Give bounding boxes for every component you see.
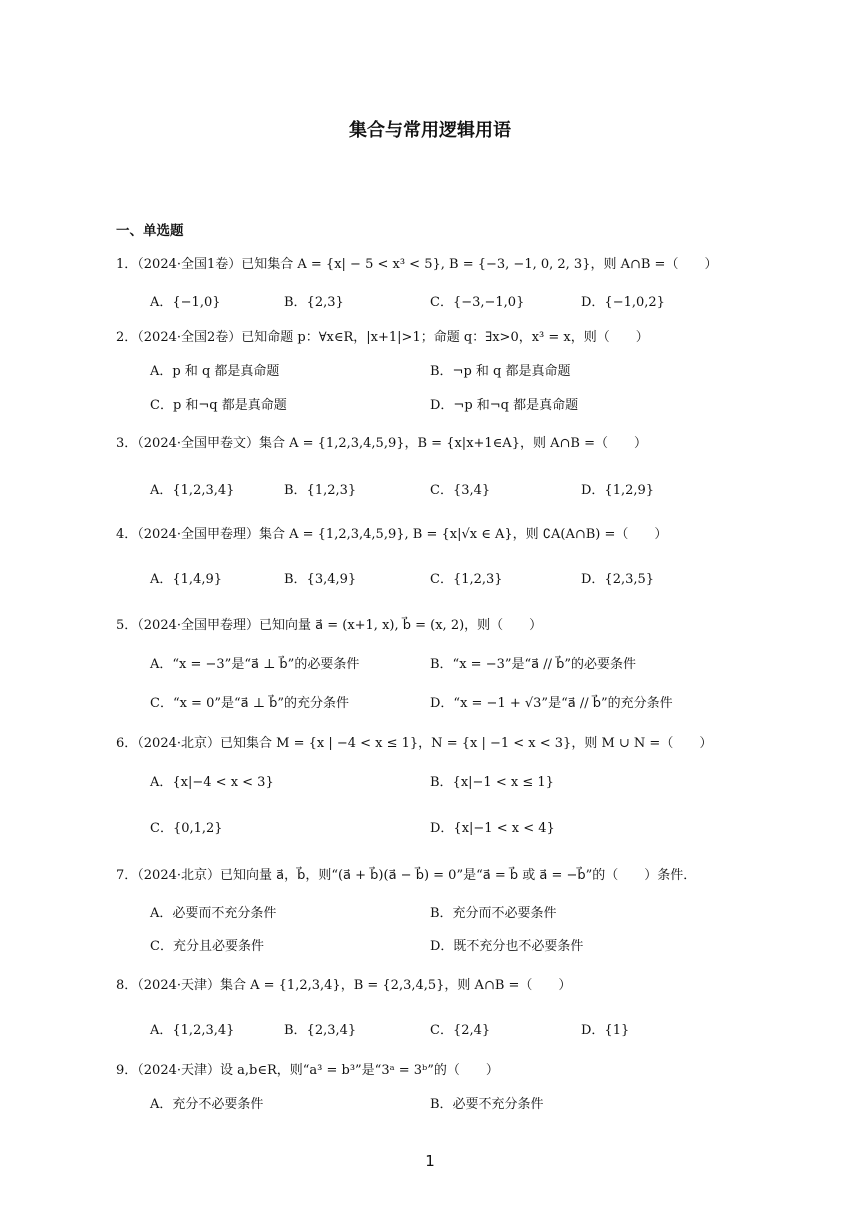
question-6-stem: 6．（2024·北京）已知集合 M = {x | −4 < x ≤ 1}，N = {x | −1 < x < 3}，则 M ∪ N =（ ） — [116, 736, 713, 751]
q3-option-a: A．{1,2,3,4} — [150, 483, 235, 498]
q6-option-b: B．{x|−1 < x ≤ 1} — [430, 775, 554, 790]
q5-option-a: A．“x = −3”是“a⃗ ⊥ b⃗”的必要条件 — [150, 657, 360, 672]
q1-option-c: C．{−3,−1,0} — [430, 295, 525, 310]
question-1-stem: 1．（2024·全国1卷）已知集合 A = {x| − 5 < x³ < 5}, B = {−3, −1, 0, 2, 3}，则 A∩B =（ ） — [116, 257, 718, 272]
q6-option-a: A．{x|−4 < x < 3} — [150, 775, 274, 790]
q7-option-b: B．充分而不必要条件 — [430, 906, 557, 921]
q9-option-b: B．必要不充分条件 — [430, 1097, 544, 1112]
q4-option-b: B．{3,4,9} — [284, 572, 357, 587]
q1-option-a: A．{−1,0} — [150, 295, 221, 310]
q3-option-d: D．{1,2,9} — [581, 483, 655, 498]
q5-option-d: D．“x = −1 + √3”是“a⃗ // b⃗”的充分条件 — [430, 696, 673, 711]
q4-option-d: D．{2,3,5} — [581, 572, 655, 587]
q5-option-c: C．“x = 0”是“a⃗ ⊥ b⃗”的充分条件 — [150, 696, 349, 711]
q5-option-b: B．“x = −3”是“a⃗ // b⃗”的必要条件 — [430, 657, 637, 672]
q6-option-d: D．{x|−1 < x < 4} — [430, 821, 555, 836]
q2-option-c: C．p 和¬q 都是真命题 — [150, 398, 287, 413]
q1-option-d: D．{−1,0,2} — [581, 295, 665, 310]
question-4-stem: 4．（2024·全国甲卷理）集合 A = {1,2,3,4,5,9}, B = {x|√x ∈ A}，则 ∁A(A∩B) =（ ） — [116, 527, 668, 542]
q7-option-a: A．必要而不充分条件 — [150, 906, 277, 921]
q8-option-c: C．{2,4} — [430, 1023, 491, 1038]
q2-option-a: A．p 和 q 都是真命题 — [150, 364, 280, 379]
q1-option-b: B．{2,3} — [284, 295, 344, 310]
q2-option-d: D．¬p 和¬q 都是真命题 — [430, 398, 579, 413]
question-9-stem: 9．（2024·天津）设 a,b∈R，则“a³ = b³”是“3ᵃ = 3ᵇ”的（ ） — [116, 1063, 499, 1078]
q4-option-a: A．{1,4,9} — [150, 572, 223, 587]
q8-option-d: D．{1} — [581, 1023, 630, 1038]
q4-option-c: C．{1,2,3} — [430, 572, 503, 587]
question-2-stem: 2．（2024·全国2卷）已知命题 p：∀x∈R，|x+1|>1；命题 q：∃x>0，x³ = x，则（ ） — [116, 330, 649, 345]
question-5-stem: 5．（2024·全国甲卷理）已知向量 a⃗ = (x+1, x), b⃗ = (x, 2)，则（ ） — [116, 618, 543, 633]
q3-option-c: C．{3,4} — [430, 483, 491, 498]
page-number: 1 — [425, 1152, 435, 1170]
q2-option-b: B．¬p 和 q 都是真命题 — [430, 364, 571, 379]
q8-option-b: B．{2,3,4} — [284, 1023, 357, 1038]
q8-option-a: A．{1,2,3,4} — [150, 1023, 235, 1038]
page-title: 集合与常用逻辑用语 — [349, 120, 511, 141]
q7-option-d: D．既不充分也不必要条件 — [430, 939, 584, 954]
question-8-stem: 8．（2024·天津）集合 A = {1,2,3,4}，B = {2,3,4,5}，则 A∩B =（ ） — [116, 978, 572, 993]
question-3-stem: 3．（2024·全国甲卷文）集合 A = {1,2,3,4,5,9}，B = {x|x+1∈A}，则 A∩B =（ ） — [116, 436, 647, 451]
section-title: 一、单选题 — [116, 223, 184, 239]
q9-option-a: A．充分不必要条件 — [150, 1097, 264, 1112]
q3-option-b: B．{1,2,3} — [284, 483, 357, 498]
q7-option-c: C．充分且必要条件 — [150, 939, 264, 954]
question-7-stem: 7．（2024·北京）已知向量 a⃗，b⃗，则“(a⃗ + b⃗)(a⃗ − b⃗) = 0”是“a⃗ = b⃗ 或 a⃗ = −b⃗”的（ ）条件． — [116, 868, 697, 883]
q6-option-c: C．{0,1,2} — [150, 821, 223, 836]
